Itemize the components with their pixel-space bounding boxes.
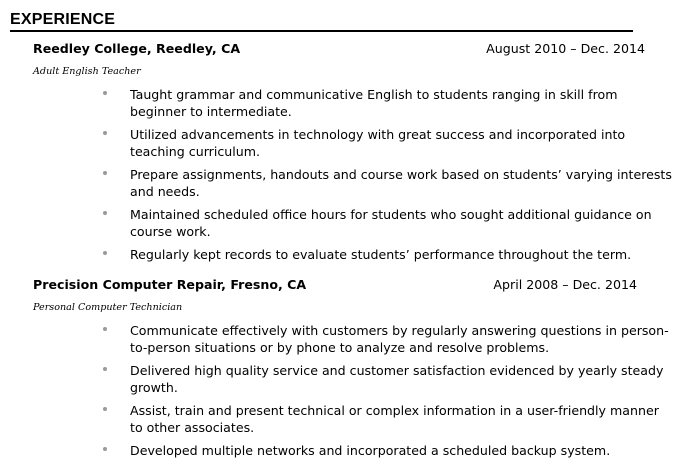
bullet-item <box>0 322 675 356</box>
employer-name: Precision Computer Repair, Fresno, CA <box>33 277 307 292</box>
bullet-item <box>0 206 675 240</box>
job-bullets <box>0 86 677 269</box>
bullet-text: Delivered high quality service and customer satisfaction evidenced by yearly steady growth. <box>130 363 664 395</box>
employment-dates: August 2010 – Dec. 2014 <box>486 41 645 56</box>
job-role: Personal Computer Technician <box>33 302 183 313</box>
bullet-text: Assist, train and present technical or complex information in a user-friendly manner to other associates. <box>130 403 659 435</box>
job-bullets <box>0 322 677 465</box>
bullet-item <box>0 442 675 459</box>
bullet-dot-icon <box>103 91 107 95</box>
bullet-dot-icon <box>103 131 107 135</box>
bullet-dot-icon <box>103 251 107 255</box>
section-heading-experience: EXPERIENCE <box>10 10 633 32</box>
bullet-dot-icon <box>103 447 107 451</box>
employment-dates: April 2008 – Dec. 2014 <box>493 277 637 292</box>
bullet-item <box>0 126 675 160</box>
bullet-item <box>0 166 675 200</box>
bullet-text: Regularly kept records to evaluate students’ performance throughout the term. <box>130 247 632 262</box>
bullet-dot-icon <box>103 407 107 411</box>
bullet-text: Utilized advancements in technology with great success and incorporated into teaching curriculum. <box>130 127 626 159</box>
bullet-dot-icon <box>103 327 107 331</box>
job-header <box>33 40 645 58</box>
bullet-item <box>0 402 675 436</box>
bullet-dot-icon <box>103 211 107 215</box>
bullet-text: Communicate effectively with customers by regularly answering questions in person-to-person situations or by phone to analyze and resolve problems. <box>130 323 669 355</box>
job-role: Adult English Teacher <box>33 66 141 77</box>
bullet-text: Prepare assignments, handouts and course work based on students’ varying interests and needs. <box>130 167 672 199</box>
bullet-dot-icon <box>103 171 107 175</box>
bullet-item <box>0 86 675 120</box>
employer-name: Reedley College, Reedley, CA <box>33 41 241 56</box>
bullet-item <box>0 362 675 396</box>
bullet-item <box>0 246 675 263</box>
bullet-dot-icon <box>103 367 107 371</box>
bullet-text: Developed multiple networks and incorporated a scheduled backup system. <box>130 443 611 458</box>
bullet-text: Taught grammar and communicative English to students ranging in skill from beginner to intermediate. <box>130 87 618 119</box>
job-header <box>33 276 637 294</box>
bullet-text: Maintained scheduled office hours for students who sought additional guidance on course work. <box>130 207 652 239</box>
